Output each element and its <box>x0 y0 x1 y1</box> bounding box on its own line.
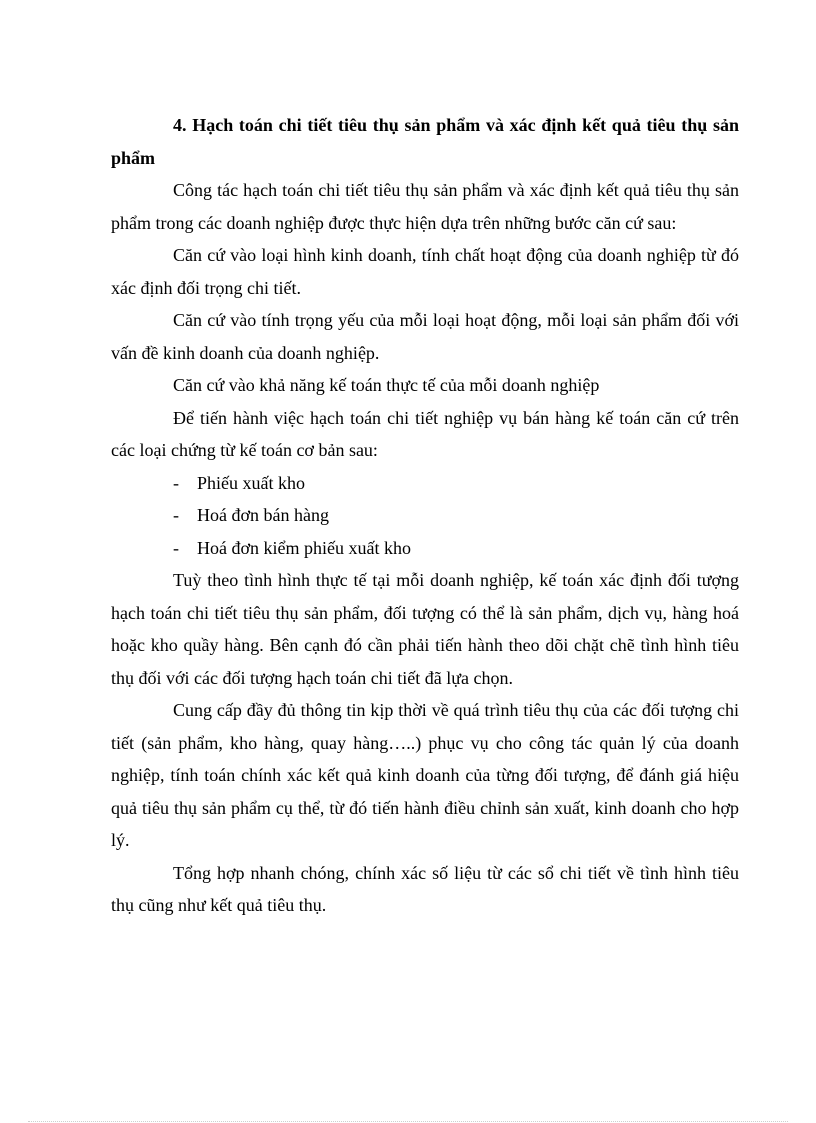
paragraph-summary: Tổng hợp nhanh chóng, chính xác số liệu từ các sổ chi tiết về tình hình tiêu thụ cũng như kết quả tiêu thụ. <box>111 862 739 915</box>
list-marker: - <box>173 505 179 525</box>
list-item-text: Hoá đơn bán hàng <box>197 505 329 525</box>
documents-list <box>111 467 739 565</box>
page-bottom-divider <box>28 1121 788 1122</box>
list-marker: - <box>173 472 179 493</box>
paragraph-information-supply: Cung cấp đầy đủ thông tin kịp thời về quá trình tiêu thụ của các đối tượng chi tiết (sản phẩm, kho hàng, quay hàng…..) phục vụ cho công tác quản lý của doanh nghiệp, tính toán chính xác kết quả kinh doanh của từng đối tượng, để đánh giá hiệu quả tiêu thụ sản phẩm cụ thể, từ đó tiến hành điều chỉnh sản xuất, kinh doanh cho hợp lý. <box>111 700 739 850</box>
paragraph-basis-materiality: Căn cứ vào tính trọng yếu của mỗi loại hoạt động, mỗi loại sản phẩm đối với vấn đề kinh doanh của doanh nghiệp. <box>111 310 739 363</box>
list-item <box>111 499 739 532</box>
section-heading: 4. Hạch toán chi tiết tiêu thụ sản phẩm và xác định kết quả tiêu thụ sản phẩm <box>111 115 739 168</box>
list-item-text: Hoá đơn kiểm phiếu xuất kho <box>197 537 411 558</box>
paragraph-intro: Công tác hạch toán chi tiết tiêu thụ sản phẩm và xác định kết quả tiêu thụ sản phẩm trong các doanh nghiệp được thực hiện dựa trên những bước căn cứ sau: <box>111 180 739 233</box>
list-item <box>111 467 739 500</box>
list-item <box>111 532 739 565</box>
list-item-text: Phiếu xuất kho <box>197 472 305 493</box>
paragraph-object-selection: Tuỳ theo tình hình thực tế tại mỗi doanh nghiệp, kế toán xác định đối tượng hạch toán chi tiết tiêu thụ sản phẩm, đối tượng có thể là sản phẩm, dịch vụ, hàng hoá hoặc kho quầy hàng. Bên cạnh đó cần phải tiến hành theo dõi chặt chẽ tình hình tiêu thụ đối với các đối tượng hạch toán chi tiết đã lựa chọn. <box>111 570 739 688</box>
paragraph-documents-intro: Để tiến hành việc hạch toán chi tiết nghiệp vụ bán hàng kế toán căn cứ trên các loại chứng từ kế toán cơ bản sau: <box>111 407 739 460</box>
list-marker: - <box>173 537 179 558</box>
paragraph-basis-business-type: Căn cứ vào loại hình kinh doanh, tính chất hoạt động của doanh nghiệp từ đó xác định đối trọng chi tiết. <box>111 245 739 298</box>
paragraph-basis-capability: Căn cứ vào khả năng kế toán thực tế của mỗi doanh nghiệp <box>173 375 600 395</box>
document-page <box>111 109 739 922</box>
